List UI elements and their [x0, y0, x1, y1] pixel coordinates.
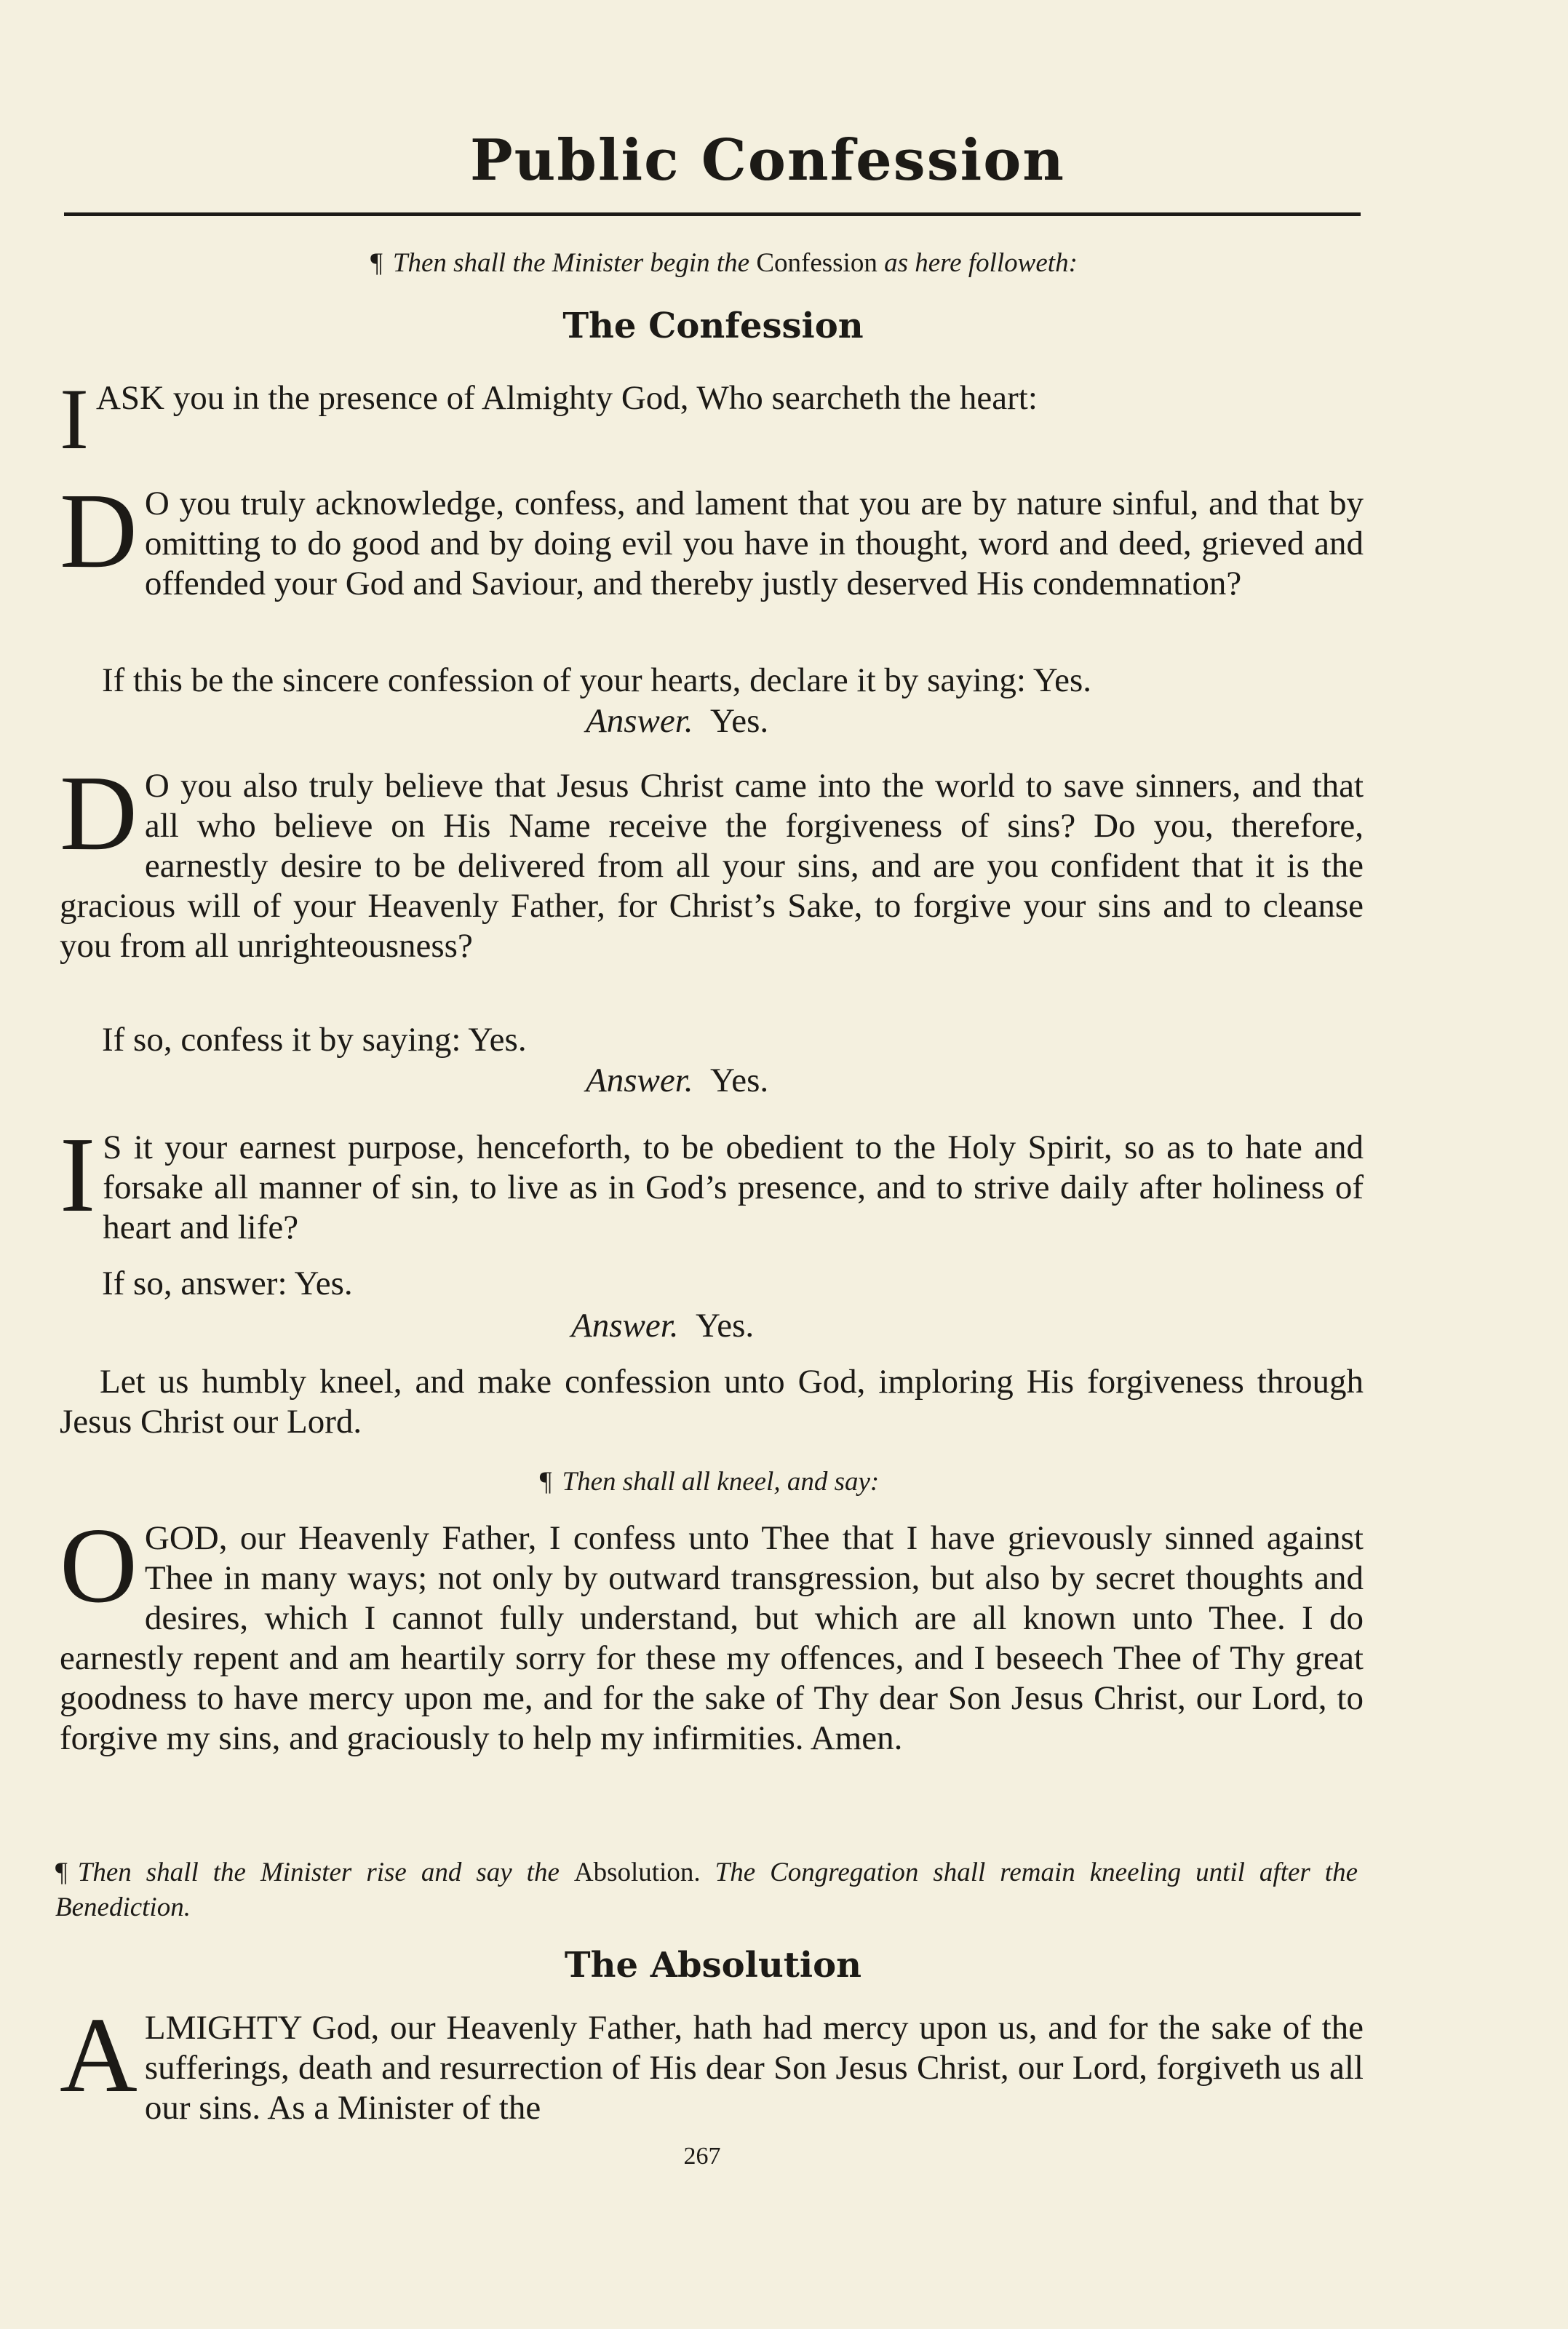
- rubric-absolution-text-b: Absolution.: [573, 1858, 701, 1887]
- pilcrow-icon: ¶: [370, 248, 383, 278]
- paragraph-believe: [60, 754, 1364, 966]
- drop-cap: I: [60, 370, 89, 467]
- drop-cap: D: [60, 471, 138, 591]
- paragraph-purpose: [60, 1115, 1364, 1248]
- heading-absolution: The Absolution: [564, 1945, 862, 1986]
- drop-cap: I: [60, 1115, 96, 1235]
- paragraph-absolution: [60, 1996, 1364, 2128]
- paragraph-kneel: Let us humbly kneel, and make confession unto God, imploring His forgiveness through Jesus Christ our Lord.: [60, 1363, 1364, 1441]
- answer-line: [586, 1061, 768, 1101]
- page-number: 267: [683, 2143, 721, 2170]
- paragraph-text: ASK you in the presence of Almighty God, Who searcheth the heart:: [95, 379, 1038, 417]
- prompt-line: If this be the sincere confession of your hearts, declare it by saying: Yes.: [102, 661, 1092, 699]
- answer-value: Yes.: [710, 1062, 769, 1099]
- heading-confession: The Confession: [562, 306, 864, 346]
- rubric-kneel: [0, 1466, 1419, 1497]
- prompt-line: If so, confess it by saying: Yes.: [102, 1021, 527, 1059]
- paragraph-text: GOD, our Heavenly Father, I confess unto Thee that I have grievously sinned against Thee in many ways; not only by outward transgression, but also by secret thoughts and desires, which I cannot fully understand, but which are all known unto Thee. I do earnestly repent and am heartily sorry for these my offences, and I beseech Thee of Thy great goodness to have mercy upon me, and for the sake of Thy dear Son Jesus Christ, our Lord, to forgive my sins, and graciously to help my infirmities. Amen.: [60, 1519, 1364, 1757]
- answer-label: Answer.: [586, 1062, 693, 1099]
- answer-value: Yes.: [710, 702, 769, 740]
- rubric-absolution: [55, 1855, 1358, 1925]
- drop-cap: D: [60, 754, 138, 873]
- answer-label: Answer.: [586, 702, 693, 740]
- rubric-intro: [0, 247, 1448, 279]
- paragraph-text: O you truly acknowledge, confess, and lament that you are by nature sinful, and that by omitting to do good and by doing evil you have in thought, word and deed, grieved and offended your God and Saviour, and thereby justly deserved His condemnation?: [144, 485, 1364, 602]
- answer-value: Yes.: [696, 1307, 755, 1345]
- paragraph-prayer: [60, 1506, 1364, 1759]
- answer-line: [586, 701, 768, 741]
- rubric-intro-text-b: Confession: [756, 248, 877, 278]
- rubric-absolution-text-a: Then shall the Minister rise and say the: [77, 1858, 560, 1887]
- paragraph-ask: [60, 370, 1364, 467]
- pilcrow-icon: ¶: [55, 1858, 68, 1887]
- rubric-absolution-text-c: The Congregation shall remain kneeling until after the Benediction.: [55, 1858, 1358, 1922]
- rubric-kneel-text: Then shall all kneel, and say:: [562, 1467, 880, 1497]
- paragraph-text: S it your earnest purpose, henceforth, to be obedient to the Holy Spirit, so as to hate and forsake all manner of sin, to live as in God’s presence, and to strive daily after holiness of heart and life?: [103, 1128, 1364, 1246]
- prompt-line: If so, answer: Yes.: [102, 1265, 353, 1302]
- drop-cap: O: [60, 1506, 138, 1625]
- paragraph-text: LMIGHTY God, our Heavenly Father, hath had mercy upon us, and for the sake of the sufferings, death and resurrection of His dear Son Jesus Christ, our Lord, forgiveth us all our sins. As a Minister of the: [144, 2009, 1364, 2127]
- answer-line: [571, 1306, 754, 1346]
- rubric-intro-text-a: Then shall the Minister begin the: [392, 248, 750, 278]
- page-title: Public Confession: [470, 127, 1065, 194]
- pilcrow-icon: ¶: [539, 1467, 552, 1497]
- title-rule: [64, 212, 1361, 216]
- rubric-intro-text-c: as here followeth:: [884, 248, 1078, 278]
- paragraph-acknowledge: [60, 471, 1364, 604]
- answer-label: Answer.: [571, 1307, 679, 1345]
- drop-cap: A: [60, 1996, 138, 2115]
- paragraph-text: O you also truly believe that Jesus Christ came into the world to save sinners, and that all who believe on His Name receive the forgiveness of sins? Do you, therefore, earnestly desire to be delivered from all your sins, and are you confident that it is the gracious will of your Heavenly Father, for Christ’s Sake, to forgive your sins and to cleanse you from all unrighteousness?: [60, 767, 1364, 965]
